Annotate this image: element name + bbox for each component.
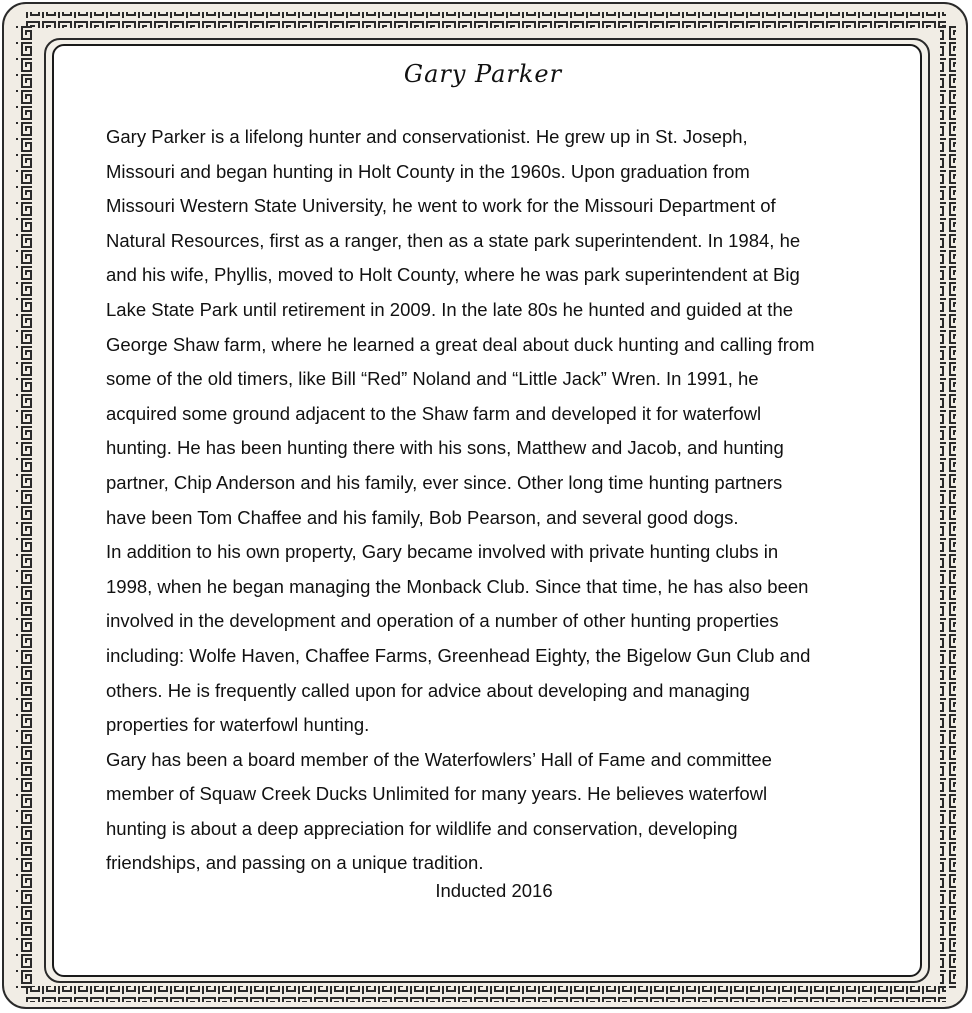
text-line: member of Squaw Creek Ducks Unlimited for many years. He believes waterfowl: [106, 783, 768, 805]
text-line: involved in the development and operation of a number of other hunting properties: [106, 610, 779, 632]
text-line: have been Tom Chaffee and his family, Bob Pearson, and several good dogs.: [106, 506, 739, 528]
text-line: hunting. He has been hunting there with his sons, Matthew and Jacob, and hunting: [106, 437, 784, 459]
text-line: Natural Resources, first as a ranger, then as a state park superintendent. In 1984, he: [106, 229, 801, 251]
text-line: Gary Parker is a lifelong hunter and conservationist. He grew up in St. Joseph,: [106, 126, 748, 147]
text-line: Missouri and began hunting in Holt County in the 1960s. Upon graduation from: [106, 160, 750, 182]
text-line: others. He is frequently called upon for advice about developing and managing: [106, 679, 750, 701]
text-line: friendships, and passing on a unique tradition.: [106, 852, 484, 874]
page-title: Gary Parker: [403, 60, 563, 88]
text-line: some of the old timers, like Bill “Red” Noland and “Little Jack” Wren. In 1991, he: [106, 368, 759, 390]
text-line: partner, Chip Anderson and his family, ever since. Other long time hunting partners: [106, 471, 783, 493]
inducted-year: Inducted 2016: [435, 880, 553, 901]
text-line: properties for waterfowl hunting.: [106, 714, 370, 736]
text-line: Lake State Park until retirement in 2009. In the late 80s he hunted and guided at the: [106, 298, 794, 320]
text-line: George Shaw farm, where he learned a great deal about duck hunting and calling from: [106, 333, 815, 355]
text-line: In addition to his own property, Gary became involved with private hunting clubs in: [106, 541, 779, 563]
text-line: hunting is about a deep appreciation for wildlife and conservation, developing: [106, 817, 738, 839]
text-line: including: Wolfe Haven, Chaffee Farms, Greenhead Eighty, the Bigelow Gun Club and: [106, 644, 811, 666]
text-line: acquired some ground adjacent to the Shaw farm and developed it for waterfowl: [106, 402, 762, 424]
text-line: 1998, when he began managing the Monback Club. Since that time, he has also been: [106, 575, 809, 597]
text-line: Gary has been a board member of the Waterfowlers’ Hall of Fame and committee: [106, 748, 772, 770]
text-line: and his wife, Phyllis, moved to Holt County, where he was park superintendent at Big: [106, 264, 800, 286]
text-line: Missouri Western State University, he went to work for the Missouri Department of: [106, 195, 776, 217]
biography-text: [106, 120, 896, 881]
